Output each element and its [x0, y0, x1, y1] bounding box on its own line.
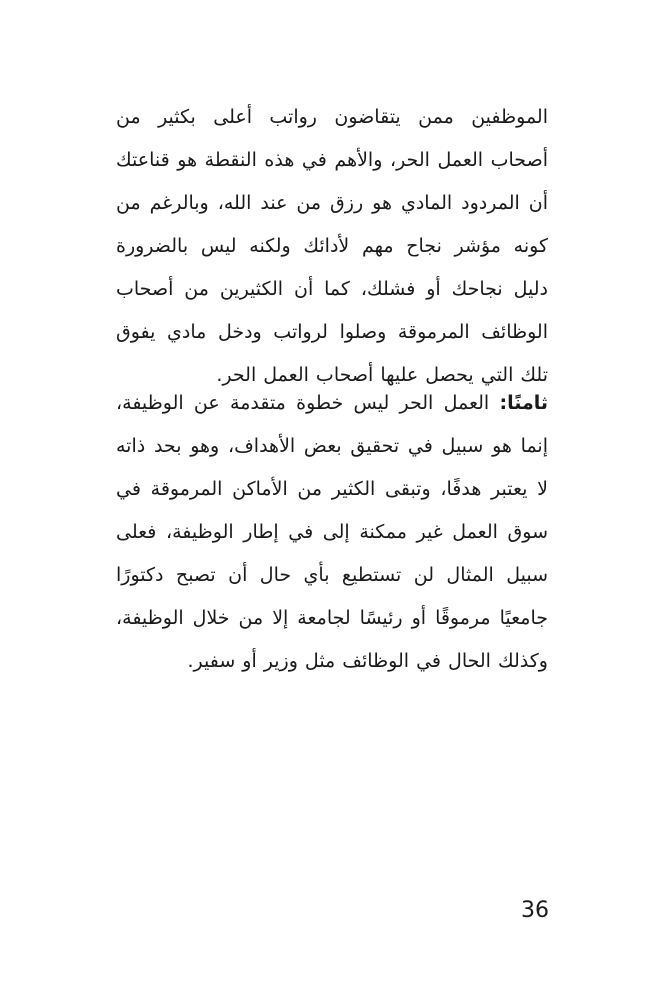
paragraph-2-lead: ثامنًا: — [499, 392, 548, 414]
page-number: 36 — [521, 898, 549, 923]
paragraph-2 — [116, 382, 548, 683]
paragraph-1-text: الموظفين ممن يتقاضون رواتب أعلى بكثير من أصحاب العمل الحر، والأهم في هذه النقطة هو قناعتك أن المردود المادي هو رزق من عند الله، وبالرغم من كونه مؤشر نجاح مهم لأدائك ولكنه ليس بالضرورة دليل نجاحك أو فشلك، كما أن الكثيرين من أصحاب الوظائف المرموقة وصلوا لرواتب ودخل مادي يفوق تلك التي يحصل عليها أصحاب العمل الحر. — [116, 106, 548, 386]
paragraph-1 — [116, 96, 548, 397]
paragraph-2-text: العمل الحر ليس خطوة متقدمة عن الوظيفة، إنما هو سبيل في تحقيق بعض الأهداف، وهو بحد ذاته لا يعتبر هدفًا، وتبقى الكثير من الأماكن المرموقة في سوق العمل غير ممكنة إلى في إطار الوظيفة، فعلى سبيل المثال لن تستطيع بأي حال أن تصبح دكتورًا جامعيًا مرموقًا أو رئيسًا لجامعة إلا من خلال الوظيفة، وكذلك الحال في الوظائف مثل وزير أو سفير. — [116, 392, 548, 672]
